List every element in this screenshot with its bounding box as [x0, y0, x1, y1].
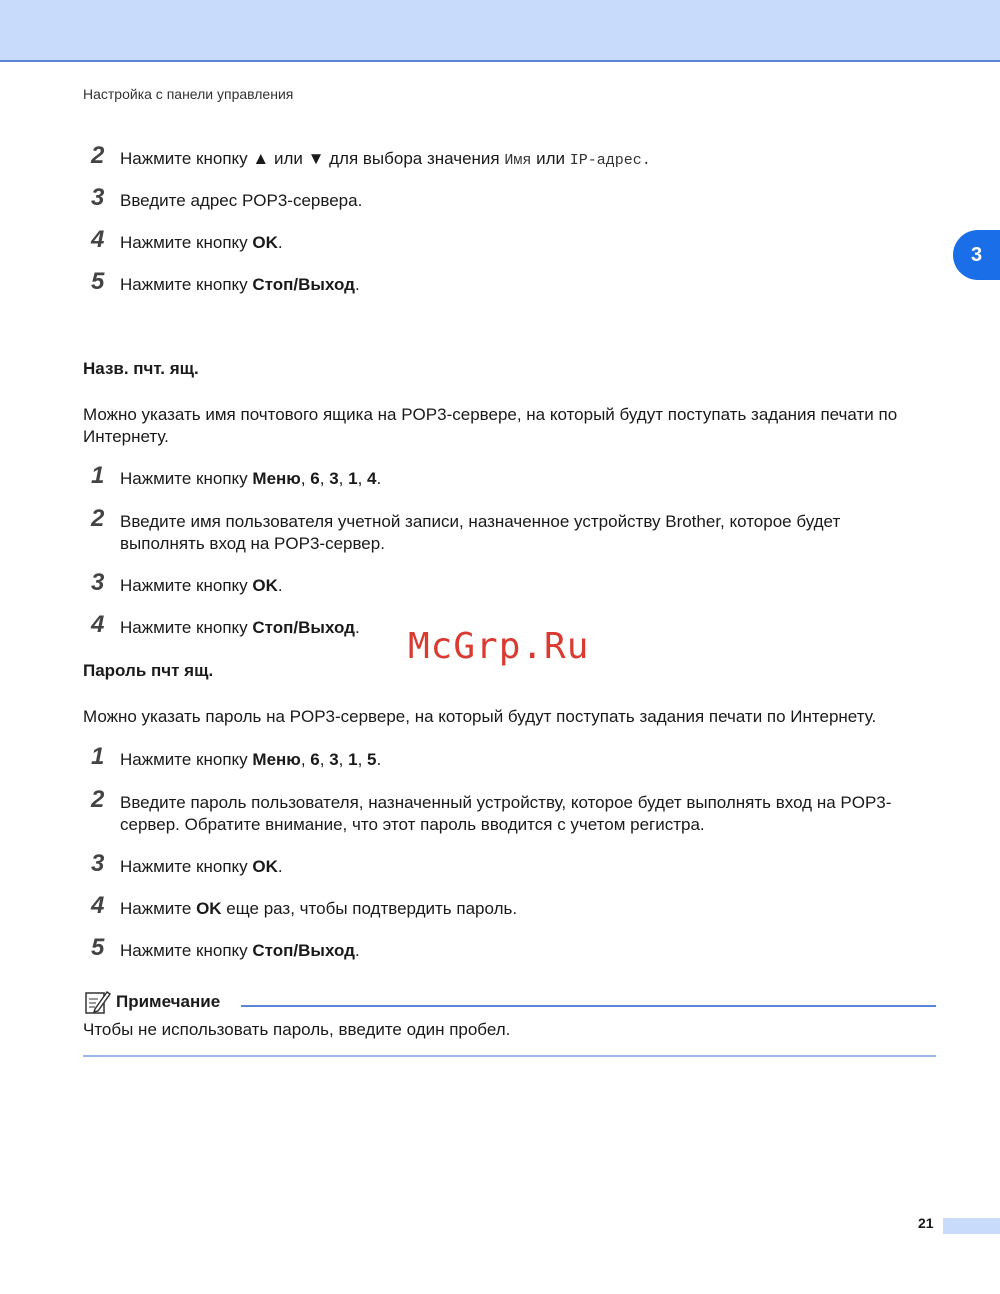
step-text: Нажмите кнопку OK.	[120, 576, 283, 595]
step-text: Нажмите OK еще раз, чтобы подтвердить пароль.	[120, 899, 518, 918]
step-text: Введите пароль пользователя, назначенный устройству, которое будет выполнять вход на POP3-сервер. Обратите внимание, что этот пароль вводится с учетом регистра.	[120, 793, 892, 834]
value-name: Имя	[504, 152, 532, 169]
chapter-tab: 3	[953, 230, 1000, 280]
step-text: Введите адрес POP3-сервера.	[120, 191, 363, 210]
step-number: 2	[91, 786, 105, 813]
step-text: Нажмите кнопку Меню, 6, 3, 1, 4.	[120, 469, 382, 488]
note-label: Примечание	[116, 992, 221, 1011]
note-bottom-rule	[83, 1055, 936, 1057]
step-number: 4	[91, 226, 105, 253]
step-number: 5	[91, 934, 105, 961]
step-number: 3	[91, 184, 105, 211]
value-ip: IP-адрес	[569, 152, 642, 169]
step-number: 2	[91, 505, 105, 532]
step-text: Нажмите кнопку Стоп/Выход.	[120, 618, 360, 637]
step-number: 1	[91, 462, 105, 489]
step-number: 5	[91, 268, 105, 295]
running-title: Настройка с панели управления	[83, 86, 294, 102]
step-number: 4	[91, 892, 105, 919]
page-number: 21	[918, 1215, 934, 1231]
step-number: 4	[91, 611, 105, 638]
step-text: Нажмите кнопку Стоп/Выход.	[120, 275, 360, 294]
top-band	[0, 0, 1000, 62]
note-pencil-icon	[83, 988, 111, 1016]
step-text: Нажмите кнопку ▲ или ▼ для выбора значения Имя или IP-адрес.	[120, 149, 651, 169]
note-text: Чтобы не использовать пароль, введите один пробел.	[83, 1020, 511, 1039]
section-heading-mailbox-name: Назв. пчт. ящ.	[83, 359, 199, 378]
note-rule	[241, 1005, 936, 1007]
step-text: Нажмите кнопку Стоп/Выход.	[120, 941, 360, 960]
step-number: 3	[91, 569, 105, 596]
step-number: 1	[91, 743, 105, 770]
page-number-bar	[943, 1218, 1000, 1234]
section-intro: Можно указать имя почтового ящика на POP3-сервере, на который будут поступать задания печати по Интернету.	[83, 405, 898, 446]
section-intro: Можно указать пароль на POP3-сервере, на который будут поступать задания печати по Интернету.	[83, 707, 877, 726]
step-text: Нажмите кнопку OK.	[120, 857, 283, 876]
step-text: Нажмите кнопку Меню, 6, 3, 1, 5.	[120, 750, 382, 769]
watermark: McGrp.Ru	[408, 626, 590, 667]
step-text: Введите имя пользователя учетной записи, назначенное устройству Brother, которое будет выполнять вход на POP3-сервер.	[120, 512, 841, 553]
section-heading-mailbox-password: Пароль пчт ящ.	[83, 661, 214, 680]
step-number: 2	[91, 142, 105, 169]
note-header	[83, 988, 936, 1016]
step-number: 3	[91, 850, 105, 877]
step-text: Нажмите кнопку OK.	[120, 233, 283, 252]
